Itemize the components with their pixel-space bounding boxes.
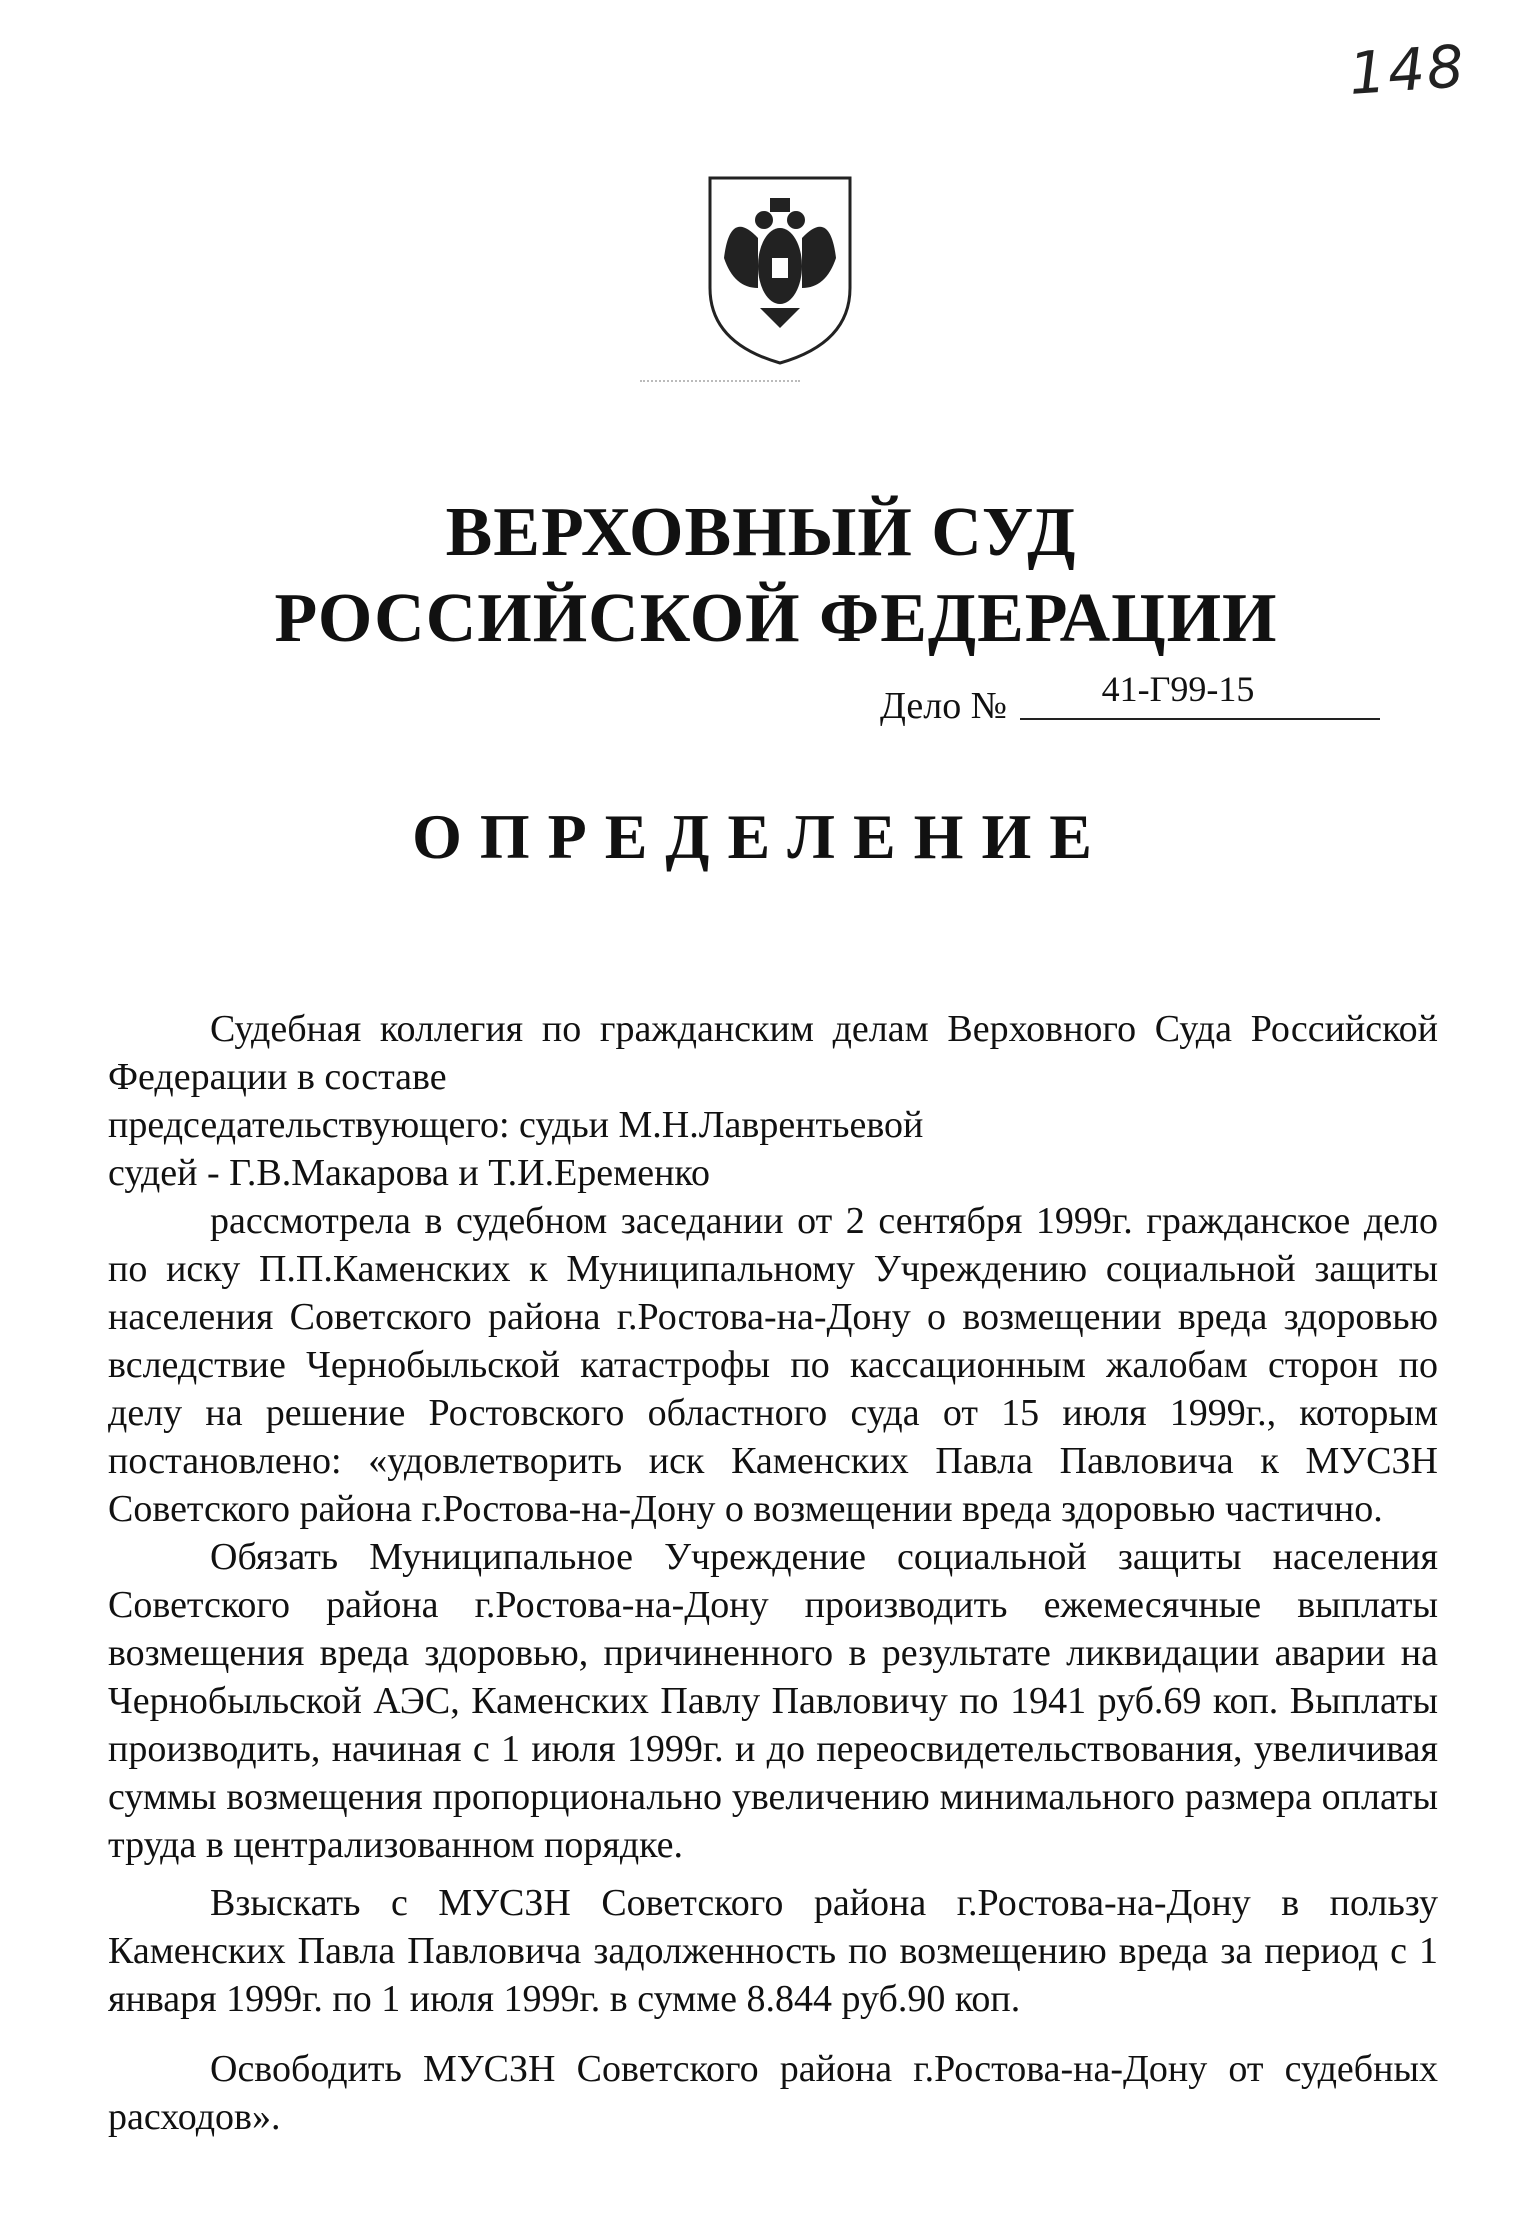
case-number-label: Дело № <box>880 685 1007 727</box>
divider <box>640 380 800 384</box>
paragraph: Судебная коллегия по гражданским делам Верховного Суда Российской Федерации в составе <box>108 1008 1438 1098</box>
paragraph: Взыскать с МУСЗН Советского района г.Ростова-на-Дону в пользу Каменских Павла Павловича задолженность по возмещению вреда за период с 1 января 1999г. по 1 июля 1999г. в сумме 8.844 руб.90 коп. <box>108 1882 1438 2020</box>
page-number: 148 <box>1347 32 1469 108</box>
document-title: ОПРЕДЕЛЕНИЕ <box>412 801 1110 872</box>
court-title-line2: РОССИЙСКОЙ ФЕДЕРАЦИИ <box>274 580 1278 657</box>
case-number <box>1020 668 1380 720</box>
document-body <box>108 1005 1438 2141</box>
paragraph: председательствующего: судьи М.Н.Лаврентьевой <box>108 1104 924 1146</box>
paragraph: Освободить МУСЗН Советского района г.Ростова-на-Дону от судебных расходов». <box>108 2048 1438 2138</box>
court-title-line1: ВЕРХОВНЫЙ СУД <box>445 494 1077 571</box>
coat-of-arms-icon <box>700 168 860 368</box>
paragraph: судей - Г.В.Макарова и Т.И.Еременко <box>108 1152 710 1194</box>
case-number-value: 41-Г99-15 <box>1101 669 1255 709</box>
court-title <box>0 490 1522 662</box>
paragraph: рассмотрела в судебном заседании от 2 сентября 1999г. гражданское дело по иску П.П.Каменских к Муниципальному Учреждению социальной защиты населения Советского района г.Ростова-на-Дону о возмещении вреда здоровью вследствие Чернобыльской катастрофы по кассационным жалобам сторон по делу на решение Ростовского областного суда от 15 июля 1999г., которым постановлено: «удовлетворить иск Каменских Павла Павловича к МУСЗН Советского района г.Ростова-на-Дону о возмещении вреда здоровью частично. <box>108 1200 1438 1530</box>
paragraph: Обязать Муниципальное Учреждение социальной защиты населения Советского района г.Ростова-на-Дону производить ежемесячные выплаты возмещения вреда здоровью, причиненного в результате ликвидации аварии на Чернобыльской АЭС, Каменских Павлу Павловичу по 1941 руб.69 коп. Выплаты производить, начиная с 1 июля 1999г. и до переосвидетельствования, увеличивая суммы возмещения пропорционально увеличению минимального размера оплаты труда в централизованном порядке. <box>108 1536 1438 1866</box>
